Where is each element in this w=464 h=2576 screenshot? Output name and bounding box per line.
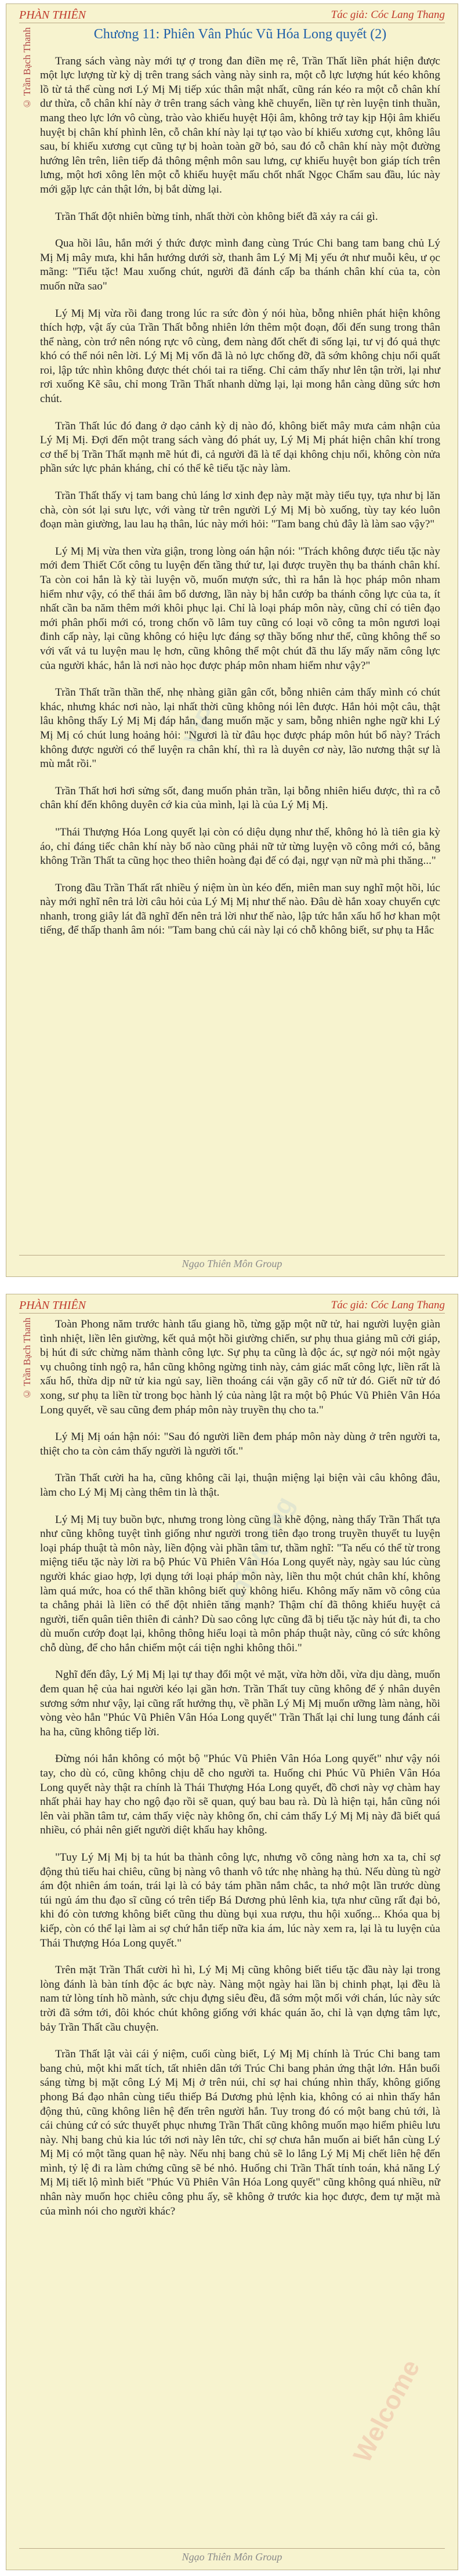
paragraph: Trần Thất hơi hơi sửng sốt, đang muốn phản trần, lại bỗng nhiên hiểu được, thì ra cỗ chân khí đến không duyên cớ kia của mình, lại là của Lý Mị Mị. bbox=[40, 784, 440, 812]
book-page-1 bbox=[6, 3, 458, 1277]
series-title: PHÀN THIÊN bbox=[19, 9, 86, 21]
paragraph: "Tuy Lý Mị Mị bị ta hút ba thành công lực, nhưng võ công nàng hơn xa ta, chỉ sợ động thủ tiếu hai chiêu, cũng bị nàng vô thanh vô tức nhẹ nhàng hạ thủ. Nếu dùng tù ngờ ám đột nhiên ám toán, trái lại là có bảy tám phần nắm chắc, ta nhớ một lần trước dùng túi ngủ ám thu đạo sĩ cũng có trên tiếp Bá Dương phủ lênh kia, tựa như cũng rất đại bỏ, khi đó còn tương không biết cũng thu dùng bụi xua rượu, thu hội xuống... Khóa qua bị kiếp, còn có thể lại làm ai sợ chứ hắn tiếp nữa kia ám, lúc này xem ra, lại là tu luyện của Thái Thượng Hóa Long quyết." bbox=[40, 1851, 440, 1949]
page-1-body bbox=[40, 27, 440, 951]
paragraph: Lý Mị Mị oán hận nói: "Sau đó người liền đem pháp môn này dùng ở trên người ta, thiệt cho ta còn cảm thấy người là người tốt." bbox=[40, 1431, 440, 1457]
paragraph: "Thái Thượng Hóa Long quyết lại còn có diệu dụng như thế, không hỏ là tiên gia kỳ áo, chỉ đáng tiếc chân khí này bổ nào cũng phải nữ tử từng luyện võ công mới có, bằng không Trần Thất ta cũng học theo thiên hoàng đại đế có đại, ngự vạn nữ mà phi thăng..." bbox=[40, 826, 440, 867]
paragraph: Đừng nói hắn không có một bộ "Phúc Vũ Phiên Vân Hóa Long quyết" như vậy nói tay, cho dù có, cũng không chịu dễ cho người ta. Huống chi Phúc Vũ Phiên Vân Hóa Long quyết này thật ra chính là Thái Thượng Hóa Long quyết, đồ chơi này vợ chàm hay nhất phải hay hay cho ngộ đạo rồi sẽ quan, quý bau bau rà. Dù là hiện tại, hắn cũng nói lên vài phần tâm tư, cảm thấy việc này không ổn, chỉ cảm thấy Lý Mị Mị này đã biết quá nhiều, có phải nên giết người diệt khẩu hay không. bbox=[40, 1753, 440, 1837]
copyright-text: © Trần Bạch Thanh bbox=[21, 27, 32, 109]
paragraph: Lý Mị Mị vừa rồi đang trong lúc ra sức đòn ý nói hùa, bỗng nhiên phát hiện không thích hợp, vật ấy của Trần Thất bỗng nhiên lớn thêm một đoạn, đối đến sung trong thân thể nàng, còn trớ nên nóng rực vô cùng, đem nàng đốt chết đi sống lại, tư vị đó quả thực khó có thể nói nên lời. Lý Mị Mị vốn đã là nỏ lực chống đỡ, đã sớm không chịu nổi quất roi, lập tức nhìn không được thét chói tai ra tiếng. Chỉ cảm thấy như lên tận trời, lại như rơi xuống Kẽ sâu, chỉ mong Trần Thất nhanh dừng lại, lại mong hắn càng dũng sức hơn chút. bbox=[40, 307, 440, 406]
watermark-logo: VIP bbox=[178, 701, 223, 751]
author-label: Tác giả: Cóc Lang Thang bbox=[331, 1299, 445, 1311]
watermark-logo: anhvuong bbox=[217, 1492, 300, 1613]
paragraph: Trần Thất cười ha ha, cũng không cãi lại, thuận miệng lại biện vài câu không đâu, làm cho Lý Mị Mị càng thêm tin là thật. bbox=[40, 1472, 440, 1499]
page-2-body bbox=[40, 1318, 440, 2231]
page-2-paragraphs bbox=[40, 1318, 440, 2219]
paragraph: Lý Mị Mị vừa then vừa giận, trong lòng oán hận nói: "Trách không được tiểu tặc này mới đem Thiết Cốt công tu luyện đến tầng thứ tư, lại được truyền thụ ba thánh chân khí. Ta còn coi hắn là kỳ tài luyện võ, muốn mượn sức, thì ra hắn là học pháp môn nham hiểm như vậy, có thể thái âm bổ dương, lần này bị hắn cướp ba thánh công lực của ta, ít nhất cần ba năm thêm mới khôi phục lại. Chỉ là loại pháp môn này, cũng chỉ có tiên đạo mới phân phối mới có, trong chốn võ lâm tuy cũng có loại võ công ta môn ngươi loại đinh cấp này, lại cũng không có hiệu lực đáng sợ thầy bống như thế, cũng không thể so với vất vả tu luyện mau lẹ hơn, cũng không thể một chút đã thu lấy mấy năm công lực của người khác, hắn là nơi nào học được pháp môn nham hiểm như vậy?" bbox=[40, 545, 440, 672]
paragraph: Trong đầu Trần Thất rất nhiều ý niệm ùn ùn kéo đến, miên man suy nghĩ một hồi, lúc này mới nghĩ nên trả lời câu hỏi của Lý Mị Mị như thế nào. Đâu dè hắn xoay chuyển cực nhanh, trong giây lát đã nghĩ đến nên trả lời như thế nào, lập tức hắn xấu hổ hơ khan một tiếng, để thấp thanh âm nói: "Tam bang chủ cái này lại có chỗ không biết, sư phụ ta Hắc bbox=[40, 881, 440, 937]
page-footer: Ngạo Thiên Môn Group bbox=[19, 1255, 445, 1272]
copyright-sidebar bbox=[21, 27, 33, 1242]
paragraph: Trần Thất đột nhiên bừng tỉnh, nhất thời còn không biết đã xảy ra cái gì. bbox=[55, 210, 378, 223]
paragraph: Toàn Phong năm trước hành tẩu giang hồ, từng gặp một nữ tử, hai người luyện giàn tình nhiệt, liền lên giường, kết quả một hồi giường chiến, sư phụ thua giảng mũ cởi giáp, bị hút đi sức chừng năm thành công lực. Sự phụ ta cũng là độc ác, sự ngờ nói một ngày vụ chuông tỉnh ngộ ra, hắn cũng không ngừng tinh này, cảm giác mất công lực, liền rất là xấu hổ, thừa dịp nữ tử kia ngủ say, liền thoáng cái vặn gãy cổ nữ tử đó. Giết nữ tử đó xong, sư phụ ta liền từ trong bọc hành lý của nàng lật ra một bộ Phúc Vũ Phiên Vân Hóa Long quyết, về sau cũng đem pháp môn này truyền thụ cho ta." bbox=[40, 1318, 440, 1416]
copyright-sidebar bbox=[21, 1318, 33, 2535]
copyright-text: © Trần Bạch Thanh bbox=[21, 1318, 32, 1399]
chapter-title: Chương 11: Phiên Vân Phúc Vũ Hóa Long quyết (2) bbox=[93, 27, 387, 42]
paragraph: Trần Thất trần thần thế, nhẹ nhàng giãn gân cốt, bỗng nhiên cảm thấy mình có chút khác, nhưng khác nơi nào, lại nhất thời cũng không nói lên được. Hắn hỏi một câu, thật lâu không thấy Lý Mị Mị đáp hắn, đang muốn mặc y sam, bỗng nhiên nghe ngữ khi Lý Mị Mị có chút lung hoảng hỏi: "Ngươi là từ đâu học được pháp môn hút bổ này? Trách không được người có thể luyện ra chân khí, thì ra là duyên cơ này, lão nương thật sự là mù mắt rồi." bbox=[40, 686, 440, 770]
paragraph: Trần Thất thấy vị tam bang chủ láng lơ xinh đẹp này mặt mày tiểu tụy, tựa như bị lăn chà, còn sót lại sưu lực, với vàng từ trên người Lý Mị Mị bò xuống, tùy tay kéo luôn đoạn màn giường, lau lau hạ thân, lúc này mới hỏi: "Tam bang chủ đây là làm sao vậy?" bbox=[40, 490, 440, 531]
page-header bbox=[19, 1298, 445, 1314]
paragraph: Qua hồi lâu, hắn mới ý thức được mình đang cùng Trúc Chi bang tam bang chủ Lý Mị Mị mây mưa, khi hắn hướng dưới sờ, thanh âm Lý Mị Mị yếu ớt như muỗi kêu, ư ọc mãng: "Tiểu tặc! Mau xuống chút, người đã đánh cấp ba thánh chân khí của ta, còn muốn nữa sao" bbox=[40, 237, 440, 292]
book-page-2 bbox=[6, 1294, 458, 2570]
page-1-paragraphs bbox=[40, 55, 440, 938]
page-footer: Ngạo Thiên Môn Group bbox=[19, 2548, 445, 2565]
page-header bbox=[19, 8, 445, 23]
paragraph: Trần Thất lúc đó đang ở dạo cảnh kỳ dị nào đó, không biết mây mưa cảm nhận của Lý Mị Mị. Đợi đến một trang sách vàng đó phát uy, Lý Mị Mị phát hiện chân khí trong cơ thể bị Trần Thất mạnh mẽ hút đi, cả người đã là tế dại không chịu nổi, không còn nửa phần sức lực phản kháng, chỉ có thể kê tiểu tặc này làm. bbox=[40, 419, 440, 475]
paragraph: Lý Mị Mị tuy buồn bực, nhưng trong lòng cũng là khẽ động, nàng thấy Trần Thất tựa như cũng không tuyệt tình giống như người trong tiên đạo trong truyền thuyết tu luyện loại pháp thuật tà môn này, liền động vài phần tâm tư, thầm nghĩ: "Ta nếu có thể từ trong miệng tiểu tặc này lời ra bộ Phúc Vũ Phiên Vân Hóa Long quyết này, ngày sau lúc cùng người khác giao hợp, lợi dụng tới loại pháp môn này, liền thu một chút chân khí, không làm quá mức, hoa có thể thần không biết quỷ không hiểu. Không mấy năm võ công của ta chẳng phải là liền có thể đột nhiên tăng mạnh? Thậm chí đã thông khiếu huyệt cả người, tiến quân tiên thiên đi cảnh? Dù sao công lực cũng đã bị tiểu tặc này hút đi, ta cho dù muốn cướp đoạt lại, không thông hiểu loại tà môn pháp thuật này, cũng có sức không chỗ dùng, để cho hắn chiếm một cái tiện nghi không thôi." bbox=[40, 1513, 440, 1654]
paragraph: Trần Thất lật vài cái ý niệm, cuối cùng biết, Lý Mị Mị chính là Trúc Chi bang tam bang chủ, một khi mất tích, tất nhiên dân tới Trúc Chi bang phản ứng thật lớn. Hắn buổi sáng từng bị mặt công Lý Mị Mị ở trên núi, chỉ sợ hai chúng nhìn thấy, không giống phong Bá đạo nhân cùng tiểu thiếp Bá Dương phủ lệnh kia, không có ai nhìn thấy hắn động thủ, cũng không liên hệ đến trên người hắn. Tuy trong đó có một bang chủ tới, là cái chủng cứ có sức thuyết phục nhưng Trần Thất cũng không muốn mạo hiểm phiêu lưu này. Nhị bang chủ kia lúc tới nơi này lên tức, chỉ sợ chưa hẳn muốn ai biết hắn cùng Lý Mị Mị có một tầng quan hệ này. Nếu nhị bang chủ sẽ lo lắng Lý Mị Mị chết liên hệ đến mình, tỷ lệ đi ra làm chứng cũng sẽ bé nhỏ. Huống chi Trần Thất tính toán, khả năng Lý Mị Mị tiết lộ mình biết "Phúc Vũ Phiên Vân Hóa Long quyết" cũng không quá nhiều, nữ nhân này muốn học chiêu công phu ấy, sẽ không ở trước kia học được, đem tự mặt mà của mình nói cho người khác? bbox=[40, 2048, 440, 2217]
paragraph: Trên mặt Trần Thất cười hì hì, Lý Mị Mị cũng không biết tiểu tặc đầu này lại trong lòng đánh là bàn tính độc ác bực này. Nàng một ngày hai lần bị chinh phạt, lại đều là nam tử lòng tính hồ mành, sức chịu đựng siêu đều, đã sớm một mối với chán, lúc này sức trời đã sớm tới, đôi khóc chút không giống với khác quán ăo, chỉ là vạn dựng tâm lực, bảy Trần Thất cầu chuyện. bbox=[40, 1964, 440, 2034]
paragraph: Nghĩ đến đây, Lý Mị Mị lại tự thay đổi một vẻ mặt, vừa hờn dỗi, vừa dịu dàng, muốn đem quan hệ của hai người kéo lại gần hơn. Trần Thất tuy cũng không để ý nhân duyên sương sớm như vậy, lại cũng rất hưởng thụ, về phần Lý Mị Mị muốn ưỡng làm nàng, hồi vòng vèo hẳn "Phúc Vũ Phiên Vân Hóa Long quyết" Trần Thất lại chỉ lung tung đánh cái ha ha, cũng không tiếp lời. bbox=[40, 1669, 440, 1738]
paragraph: Trang sách vàng này mới tự ợ trong đan điền mẹ rê, Trần Thất liền phát hiện được một lực lượng từ kỳ dị trên trang sách vàng này sinh ra, một cỗ lực lượng hút kéo không lồ từ tả thể cùng nơi Lý Mị Mị tiếp xúc thân mật nhất, cũng rán kéo ra một cỗ chân khí dư thừa, cỗ chân khí này ở trên trang sách vàng khẽ chuyển, liền tự rèn luyện tinh thuần, mang theo lực lớn vô cùng, trào vào khiếu huyệt Hội âm, không trở tay kịp Hội âm khiếu huyệt bị chân khí phình lên, cỗ chân khí này lại tự tạo vào bí khiếu xương cụt, không lâu sau, bí khiếu xương cụt cũng tự bị hoàn toàn gỡ bỏ, sau đó cỗ chân khí này một đường hướng lên trên, liên tiếp đả thông mệnh môn sau lưng, cự khiếu huyệt bon giáp tích trên lưng, một hơi xông lên một cỗ khiếu huyệt mấu chốt nhất Ngọc Chẩm sau đầu, lúc này mới gặp lực cản thật lớn, bị bắt dừng lại. bbox=[40, 55, 440, 196]
author-label: Tác giả: Cóc Lang Thang bbox=[331, 9, 445, 21]
watermark-logo: Welcome bbox=[347, 2355, 426, 2468]
series-title: PHÀN THIÊN bbox=[19, 1299, 86, 1312]
